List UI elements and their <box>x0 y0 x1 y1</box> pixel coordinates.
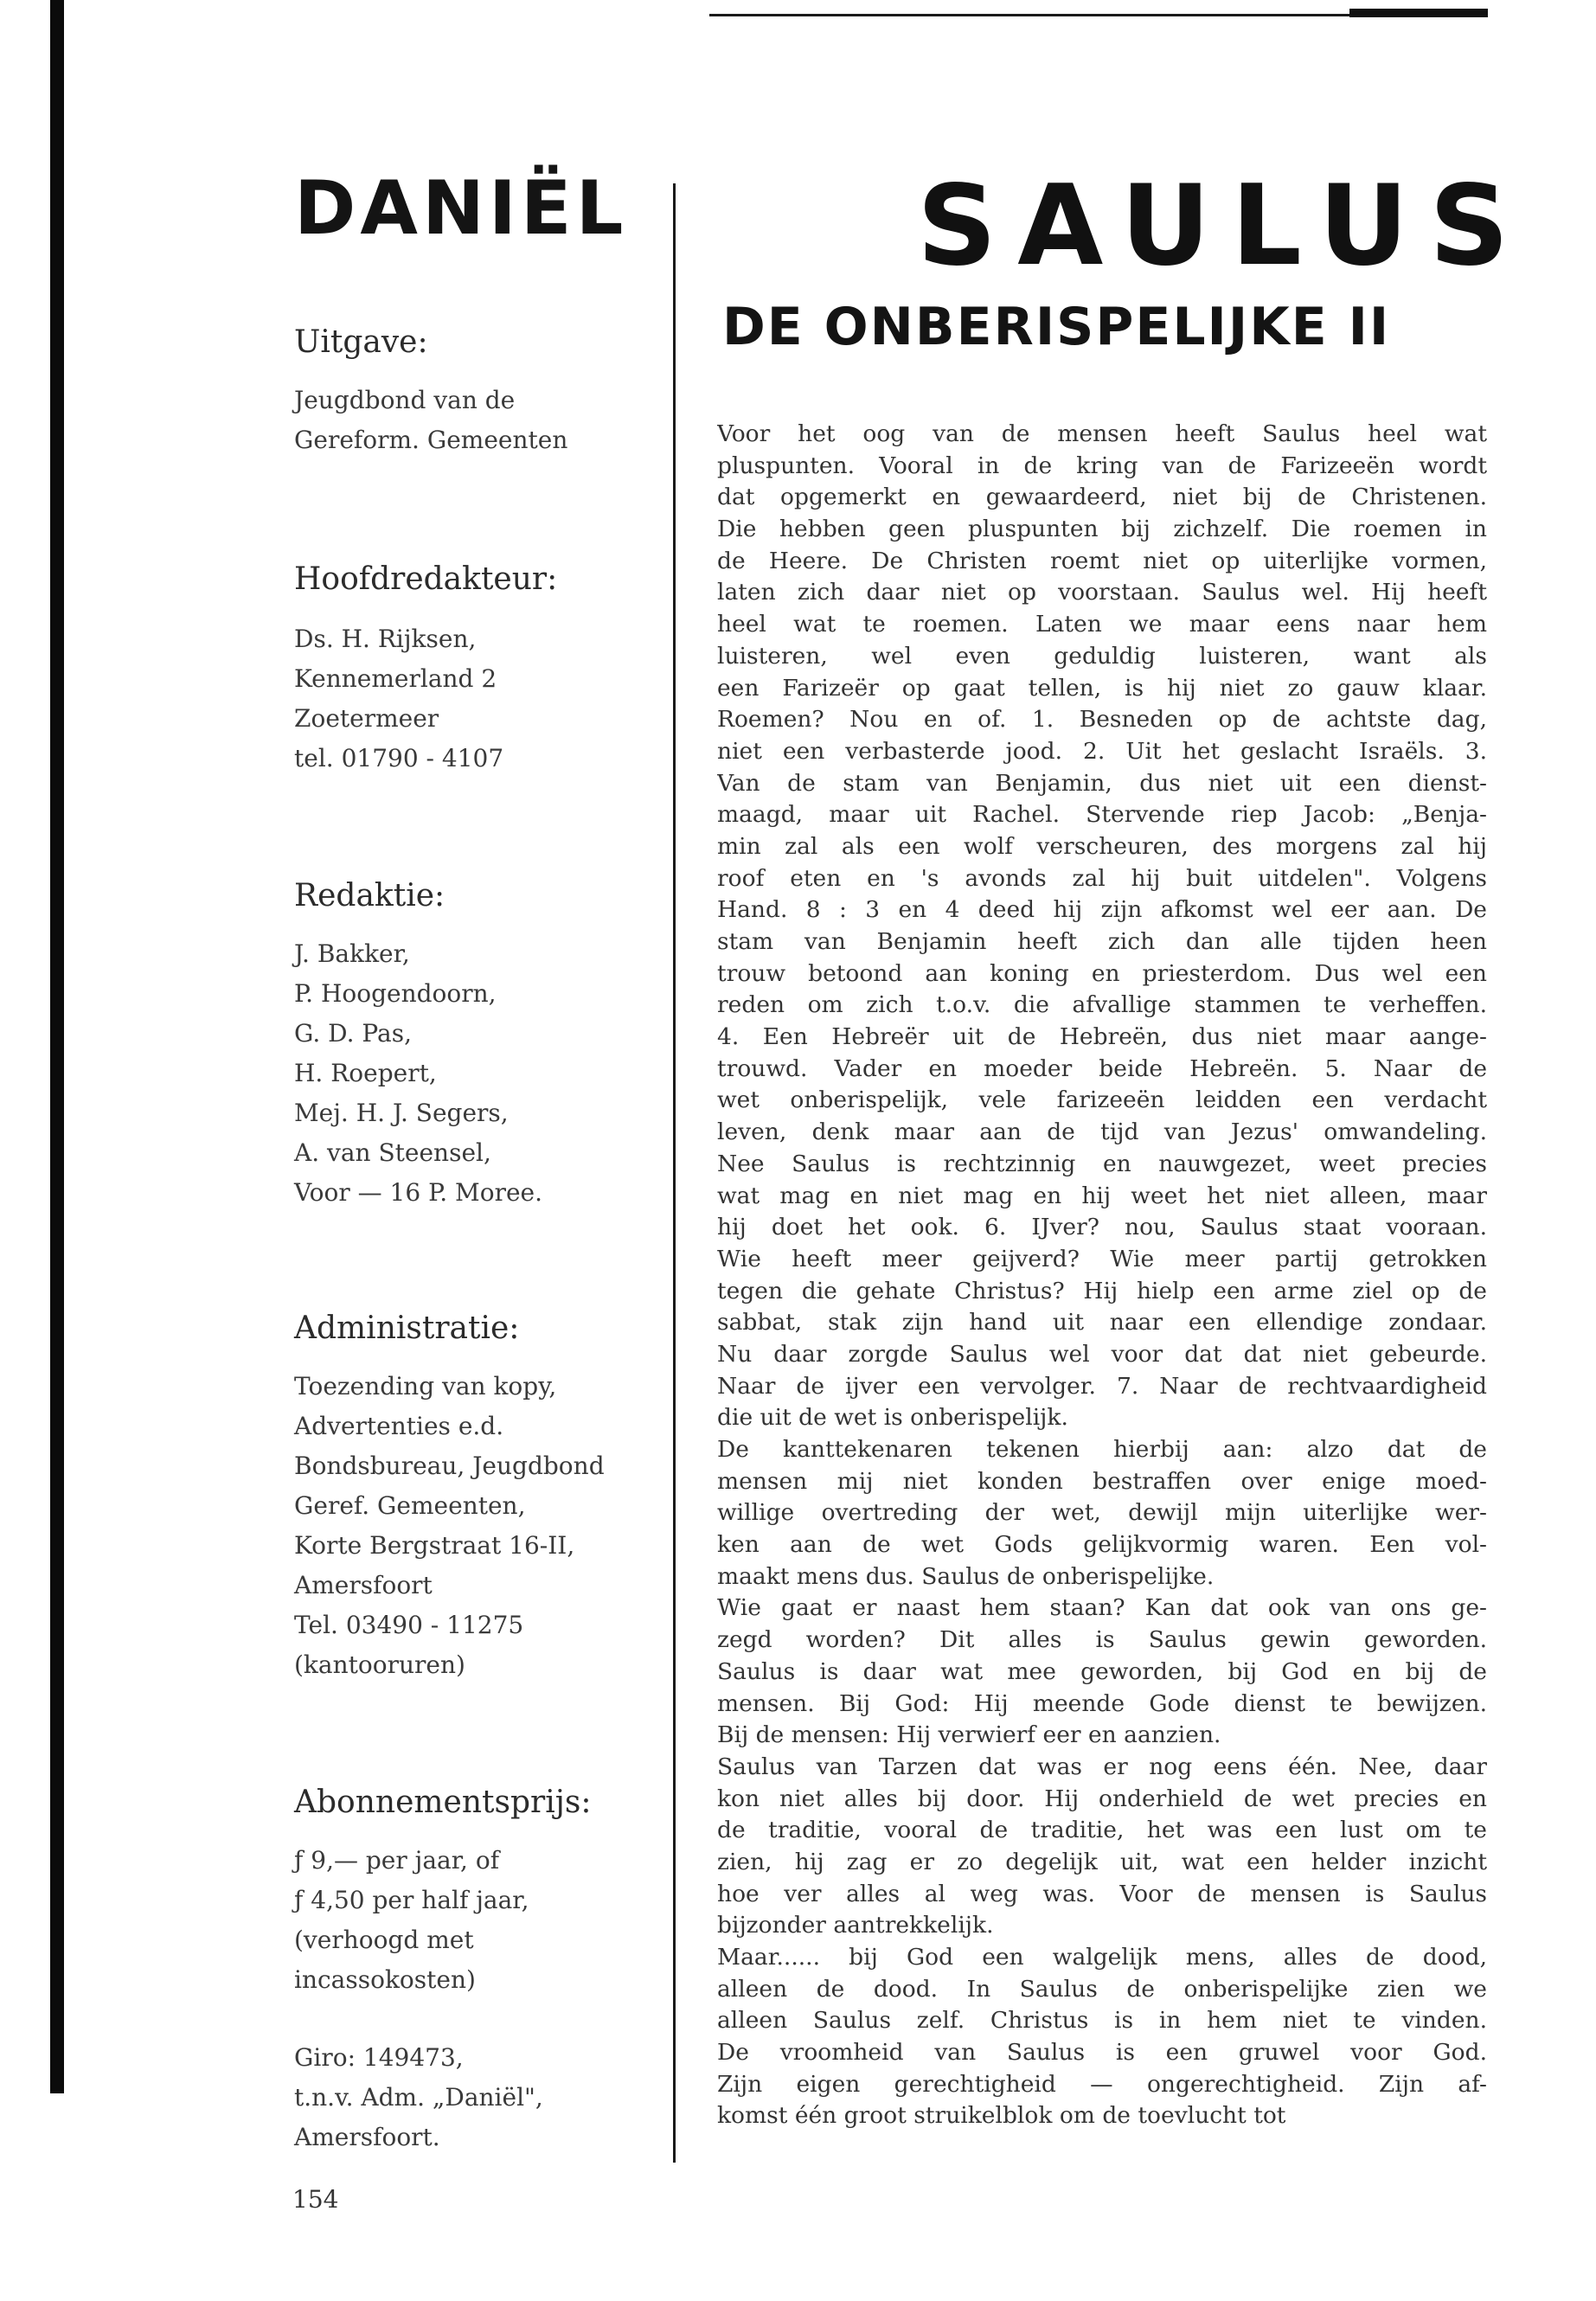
magazine-title: DANIËL <box>294 165 628 252</box>
article-line: bijzonder aantrekkelijk. <box>717 1912 994 1939</box>
article-line: reden om zich t.o.v. die afvallige stammen te verheffen. <box>717 991 1487 1019</box>
binding-edge <box>50 0 64 2093</box>
info-line: Gereform. Gemeenten <box>294 426 568 454</box>
info-line: Toezending van kopy, <box>294 1372 557 1400</box>
article-line: de Heere. De Christen roemt niet op uiterlijke vormen, <box>717 547 1487 574</box>
article-line: leven, denk maar aan de tijd van Jezus' omwandeling. <box>717 1118 1487 1146</box>
info-line: P. Hoogendoorn, <box>294 979 497 1008</box>
article-line: alleen de dood. In Saulus de onberispelijke zien we <box>717 1975 1487 2003</box>
info-line: Tel. 03490 - 11275 <box>294 1611 524 1639</box>
article-line: roof eten en 's avonds zal hij buit uitdelen". Volgens <box>717 864 1487 892</box>
administration-heading: Administratie: <box>294 1311 520 1346</box>
editorial-info <box>294 934 542 1213</box>
article-line: hij doet het ook. 6. IJver? nou, Saulus staat vooraan. <box>717 1214 1487 1241</box>
article-line: mensen mij niet konden bestraffen over enige moed- <box>717 1467 1487 1495</box>
article-line: wet onberispelijk, vele farizeeën leidden een verdacht <box>717 1086 1487 1114</box>
article-line: de traditie, vooral de traditie, het was een lust om te <box>717 1817 1487 1844</box>
article-line: min zal als een wolf verscheuren, des morgens zal hij <box>717 832 1487 860</box>
info-line: ƒ 4,50 per half jaar, <box>294 1886 529 1914</box>
article-subtitle: DE ONBERISPELIJKE II <box>722 297 1391 357</box>
info-line: Geref. Gemeenten, <box>294 1491 526 1520</box>
article-line: Saulus van Tarzen dat was er nog eens één. Nee, daar <box>717 1753 1487 1780</box>
article-line: heel wat te roemen. Laten we maar eens naar hem <box>717 611 1487 638</box>
info-line: H. Roepert, <box>294 1059 437 1087</box>
info-line: Bondsbureau, Jeugdbond <box>294 1452 605 1480</box>
subscription-info <box>294 1841 529 2000</box>
article-line: Hand. 8 : 3 en 4 deed hij zijn afkomst wel eer aan. De <box>717 896 1487 924</box>
info-line: t.n.v. Adm. „Daniël", <box>294 2083 543 2112</box>
info-line: A. van Steensel, <box>294 1138 491 1167</box>
article-line: laten zich daar niet op voorstaan. Saulus wel. Hij heeft <box>717 579 1487 606</box>
article-line: een Farizeër op gaat tellen, is hij niet zo gauw klaar. <box>717 674 1487 702</box>
info-line: Kennemerland 2 <box>294 664 497 693</box>
subscription-heading: Abonnementsprijs: <box>294 1785 592 1820</box>
info-line: incassokosten) <box>294 1965 476 1994</box>
article-line: zien, hij zag er zo degelijk uit, wat een helder inzicht <box>717 1848 1487 1875</box>
article-line: niet een verbasterde jood. 2. Uit het geslacht Israëls. 3. <box>717 737 1487 765</box>
article-line: komst één groot struikelblok om de toevlucht tot <box>717 2102 1286 2130</box>
article-line: maagd, maar uit Rachel. Stervende riep Jacob: „Benja- <box>717 801 1487 829</box>
article-line: Zijn eigen gerechtigheid — ongerechtigheid. Zijn af- <box>717 2070 1487 2098</box>
article-line: Bij de mensen: Hij verwierf eer en aanzien. <box>717 1721 1221 1749</box>
article-line: Nu daar zorgde Saulus wel voor dat dat niet gebeurde. <box>717 1340 1487 1368</box>
article-line: willige overtreding der wet, dewijl mijn uiterlijke wer- <box>717 1499 1487 1527</box>
article-line: alleen Saulus zelf. Christus is in hem niet te vinden. <box>717 2007 1487 2035</box>
article-line: Voor het oog van de mensen heeft Saulus heel wat <box>717 420 1487 447</box>
article-line: kon niet alles bij door. Hij onderhield de wet precies en <box>717 1785 1487 1812</box>
article-line: luisteren, wel even geduldig luisteren, want als <box>717 642 1487 670</box>
article-body <box>717 419 1487 2132</box>
info-line: (verhoogd met <box>294 1926 474 1954</box>
article-line: dat opgemerkt en gewaardeerd, niet bij de Christenen. <box>717 484 1487 511</box>
article-line: maakt mens dus. Saulus de onberispelijke. <box>717 1562 1215 1590</box>
article-line: tegen die gehate Christus? Hij hielp een arme ziel op de <box>717 1277 1487 1304</box>
info-line: Ds. H. Rijksen, <box>294 625 477 653</box>
info-line: Voor — 16 P. Moree. <box>294 1178 542 1207</box>
article-line: Saulus is daar wat mee geworden, bij God en bij de <box>717 1657 1487 1685</box>
article-line: die uit de wet is onberispelijk. <box>717 1404 1068 1432</box>
editorial-heading: Redaktie: <box>294 878 445 913</box>
article-line: zegd worden? Dit alles is Saulus gewin geworden. <box>717 1626 1487 1654</box>
info-line: Amersfoort <box>294 1571 433 1599</box>
article-line: Maar...... bij God een walgelijk mens, alles de dood, <box>717 1944 1487 1971</box>
info-line: Giro: 149473, <box>294 2043 464 2072</box>
article-line: mensen. Bij God: Hij meende Gode dienst te bewijzen. <box>717 1689 1487 1717</box>
article-line: pluspunten. Vooral in de kring van de Farizeeën wordt <box>717 452 1487 479</box>
article-line: Wie gaat er naast hem staan? Kan dat ook van ons ge- <box>717 1594 1487 1622</box>
article-line: 4. Een Hebreër uit de Hebreën, dus niet maar aange- <box>717 1023 1487 1051</box>
article-line: Naar de ijver een vervolger. 7. Naar de rechtvaardigheid <box>717 1372 1487 1400</box>
article-line: ken aan de wet Gods gelijkvormig waren. Een vol- <box>717 1531 1487 1559</box>
top-rule-accent <box>1349 9 1488 17</box>
info-line: tel. 01790 - 4107 <box>294 744 504 772</box>
info-line: J. Bakker, <box>294 939 410 968</box>
info-line: Mej. H. J. Segers, <box>294 1099 509 1127</box>
info-line: ƒ 9,— per jaar, of <box>294 1846 500 1875</box>
article-line: stam van Benjamin heeft zich dan alle tijden heen <box>717 928 1487 955</box>
info-line: Jeugdbond van de <box>294 386 516 414</box>
article-line: De vroomheid van Saulus is een gruwel voor God. <box>717 2039 1487 2067</box>
article-line: trouwd. Vader en moeder beide Hebreën. 5. Naar de <box>717 1054 1487 1082</box>
article-title: SAULUS <box>917 162 1530 291</box>
info-line: Advertenties e.d. <box>294 1412 504 1440</box>
article-line: Wie heeft meer geijverd? Wie meer partij getrokken <box>717 1245 1487 1272</box>
editor-in-chief-heading: Hoofdredakteur: <box>294 561 558 597</box>
giro-info <box>294 2038 543 2157</box>
info-line: (kantooruren) <box>294 1650 465 1679</box>
article-line: Van de stam van Benjamin, dus niet uit een dienst- <box>717 769 1487 797</box>
article-line: Die hebben geen pluspunten bij zichzelf. Die roemen in <box>717 516 1487 543</box>
info-line: G. D. Pas, <box>294 1019 412 1048</box>
info-line: Zoetermeer <box>294 704 439 733</box>
article-line: De kanttekenaren tekenen hierbij aan: alzo dat de <box>717 1436 1487 1463</box>
page-number: 154 <box>292 2185 339 2214</box>
info-line: Korte Bergstraat 16-II, <box>294 1531 575 1560</box>
info-line: Amersfoort. <box>294 2123 440 2151</box>
editor-in-chief-info <box>294 619 503 779</box>
article-line: wat mag en niet mag en hij weet het niet alleen, maar <box>717 1182 1487 1209</box>
article-line: Roemen? Nou en of. 1. Besneden op de achtste dag, <box>717 706 1487 734</box>
publisher-info <box>294 381 567 460</box>
article-line: hoe ver alles al weg was. Voor de mensen is Saulus <box>717 1880 1487 1907</box>
publisher-heading: Uitgave: <box>294 324 428 360</box>
article-line: trouw betoond aan koning en priesterdom. Dus wel een <box>717 959 1487 987</box>
article-line: Nee Saulus is rechtzinnig en nauwgezet, weet precies <box>717 1150 1487 1177</box>
article-line: sabbat, stak zijn hand uit naar een ellendige zondaar. <box>717 1309 1487 1336</box>
column-divider <box>673 183 676 2163</box>
administration-info <box>294 1367 605 1685</box>
